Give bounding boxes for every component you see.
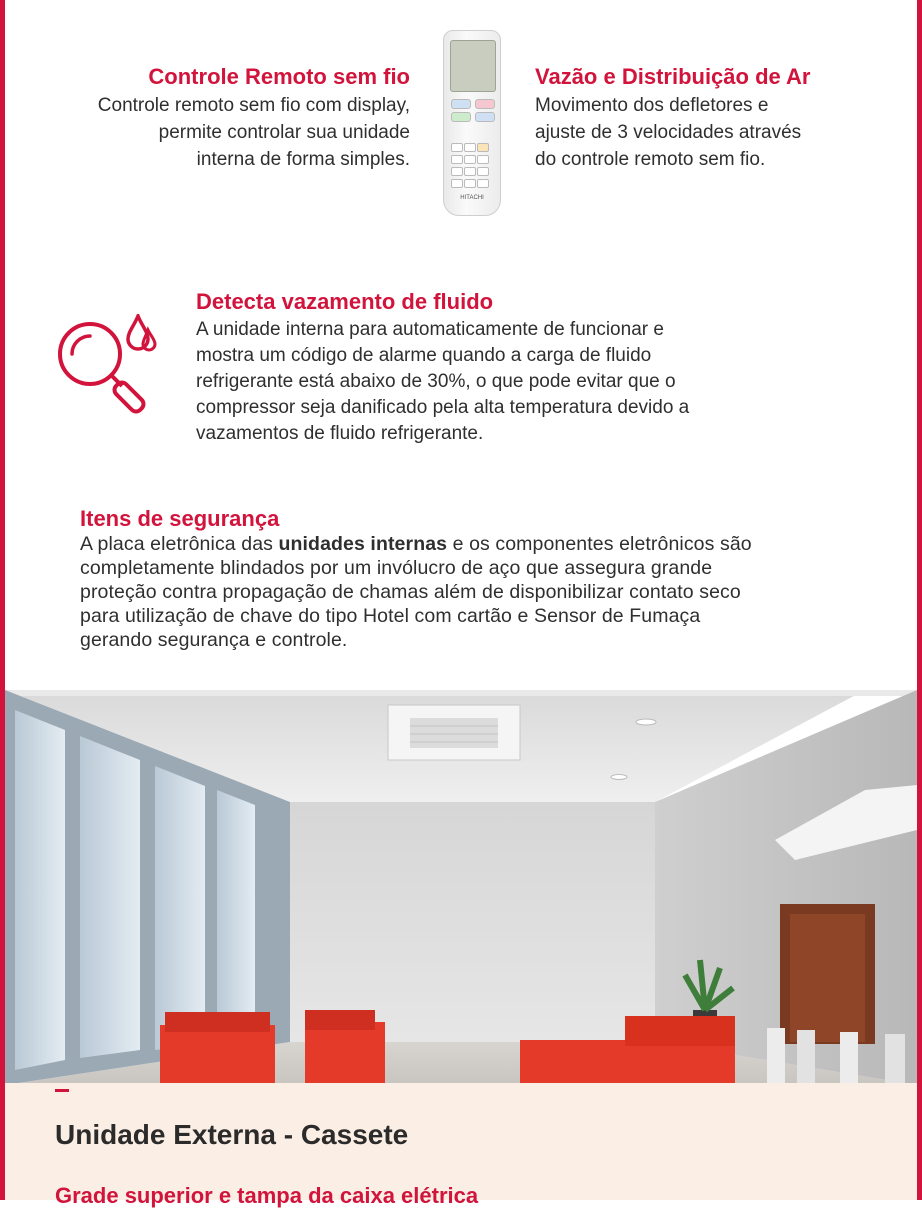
remote-brand-label: HITACHI: [460, 195, 484, 201]
remote-control-icon: [443, 30, 501, 216]
safety-line: para utilização de chave do tipo Hotel com cartão e Sensor de Fumaça: [80, 605, 701, 627]
airflow-feature: [535, 62, 875, 173]
section-heading: Unidade Externa - Cassete: [55, 1119, 409, 1150]
magnifier-drops-icon: [52, 314, 160, 424]
leak-detection-line: A unidade interna para automaticamente de funcionar e: [196, 319, 664, 340]
remote-control-line: interna de forma simples.: [196, 149, 410, 170]
remote-control-feature: [40, 62, 410, 173]
airflow-title: Vazão e Distribuição de Ar: [535, 64, 811, 89]
bottom-band: [5, 1083, 917, 1208]
accent-dash: [55, 1089, 69, 1092]
leak-detection-feature: [196, 287, 836, 447]
safety-line: proteção contra propagação de chamas além de disponibilizar contato seco: [80, 581, 741, 603]
leak-detection-line: compressor seja danificado pela alta temperatura devido a: [196, 397, 690, 418]
leak-detection-line: refrigerante está abaixo de 30%, o que pode evitar que o: [196, 371, 676, 392]
remote-display: [450, 40, 496, 92]
remote-control-line: permite controlar sua unidade: [158, 122, 410, 143]
leak-detection-line: mostra um código de alarme quando a carga de fluido: [196, 345, 652, 366]
airflow-line: do controle remoto sem fio.: [535, 149, 766, 170]
room-with-cassette-ac-image: [5, 690, 917, 1085]
leak-detection-title: Detecta vazamento de fluido: [196, 289, 494, 314]
leak-detection-line: vazamentos de fluido refrigerante.: [196, 423, 484, 444]
airflow-line: Movimento dos defletores e: [535, 95, 769, 116]
safety-line: completamente blindados por um invólucro de aço que assegura grande: [80, 557, 713, 579]
remote-control-title: Controle Remoto sem fio: [148, 64, 410, 89]
safety-feature: [80, 506, 880, 652]
remote-control-line: Controle remoto sem fio com display,: [97, 95, 410, 116]
safety-bold-text: unidades internas: [278, 533, 448, 555]
section-subheading: Grade superior e tampa da caixa elétrica: [55, 1183, 479, 1208]
airflow-line: ajuste de 3 velocidades através: [535, 122, 802, 143]
safety-line: A placa eletrônica das unidades internas e os componentes eletrônicos são: [80, 533, 752, 555]
safety-title: Itens de segurança: [80, 506, 280, 531]
safety-line: gerando segurança e controle.: [80, 629, 348, 651]
right-frame-border: [917, 0, 922, 1200]
